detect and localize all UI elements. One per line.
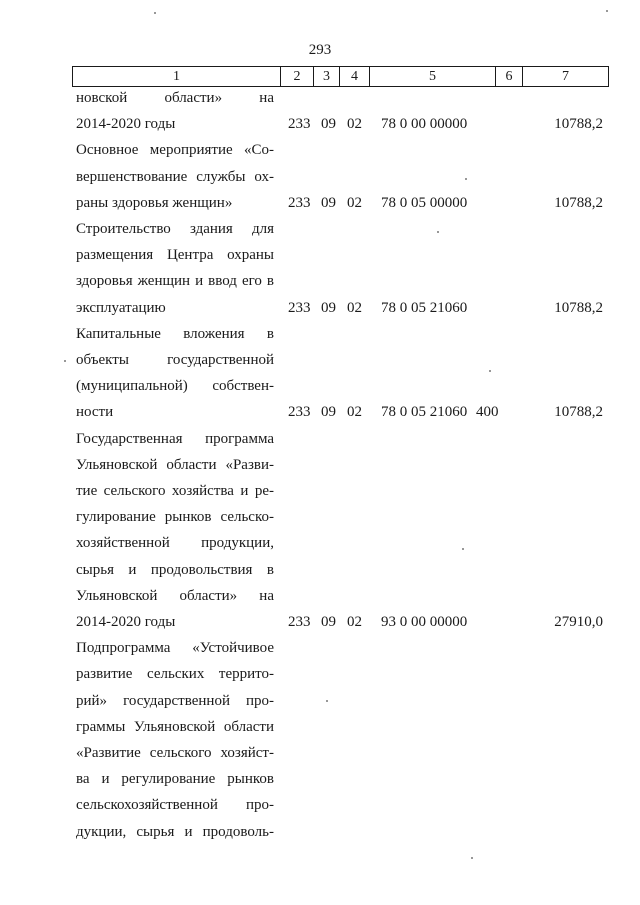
scan-speck bbox=[465, 178, 467, 180]
description-word: тие bbox=[76, 483, 98, 499]
column-header-2: 2 bbox=[281, 67, 314, 87]
row-code-3: 09 bbox=[321, 614, 336, 630]
column-header-3: 3 bbox=[314, 67, 340, 87]
description-word: вершенствование bbox=[76, 168, 188, 185]
description-word: в bbox=[266, 561, 274, 578]
row-code-3: 09 bbox=[321, 194, 336, 211]
description-word: «Разви- bbox=[225, 456, 274, 473]
description-word: в bbox=[266, 325, 274, 342]
description-word: Центра bbox=[166, 247, 214, 264]
description-word: сельского bbox=[103, 483, 166, 499]
row-code-2: 233 bbox=[288, 404, 311, 421]
description-line bbox=[76, 743, 274, 763]
row-code-5: 78 0 05 21060 bbox=[381, 299, 468, 316]
description-word: продовольствия bbox=[150, 561, 253, 578]
description-word: «Со- bbox=[243, 142, 274, 159]
column-header-7: 7 bbox=[523, 67, 609, 87]
row-code-2: 233 bbox=[288, 116, 311, 133]
description-line bbox=[76, 638, 274, 658]
scan-speck bbox=[326, 700, 328, 702]
description-word: и bbox=[101, 771, 110, 788]
description-line bbox=[76, 140, 274, 160]
scan-speck bbox=[64, 360, 66, 362]
description-word: гулирование bbox=[76, 509, 156, 526]
description-word: ввод bbox=[208, 273, 237, 290]
description-word: области» bbox=[179, 587, 238, 604]
description-word: женщин bbox=[137, 273, 191, 290]
description-word: сельско- bbox=[220, 509, 274, 526]
scan-speck bbox=[471, 857, 473, 859]
description-word: (муниципальной) bbox=[76, 378, 188, 395]
description-word: мероприятие bbox=[149, 142, 233, 159]
description-line bbox=[76, 822, 274, 842]
description-line bbox=[76, 560, 274, 580]
description-word: про- bbox=[245, 692, 274, 709]
description-line bbox=[76, 455, 274, 475]
row-code-3: 09 bbox=[321, 116, 336, 133]
description-line bbox=[76, 795, 274, 815]
row-code-4: 02 bbox=[347, 614, 362, 630]
description-word: сырья bbox=[76, 561, 114, 578]
row-code-3: 09 bbox=[321, 404, 336, 421]
description-word: вложения bbox=[183, 325, 245, 342]
description-line bbox=[76, 350, 274, 370]
column-header-5: 5 bbox=[370, 67, 496, 87]
description-word: сельских bbox=[147, 666, 205, 683]
row-amount: 10788,2 bbox=[554, 299, 603, 316]
scan-speck bbox=[154, 12, 156, 14]
description-word: ва bbox=[76, 771, 90, 788]
description-word: для bbox=[251, 221, 274, 237]
description-word: сельскохозяйственной bbox=[76, 797, 218, 814]
description-line: раны здоровья женщин» bbox=[76, 194, 233, 211]
description-word: развитие bbox=[76, 666, 133, 683]
row-amount: 27910,0 bbox=[554, 614, 603, 630]
description-line bbox=[76, 376, 274, 396]
column-header-table bbox=[72, 66, 609, 87]
description-word: Подпрограмма bbox=[76, 640, 171, 657]
description-word: службы bbox=[196, 168, 246, 185]
description-line bbox=[76, 88, 274, 108]
column-header-1: 1 bbox=[73, 67, 281, 87]
description-word: хозяйст- bbox=[220, 745, 274, 761]
scan-speck bbox=[437, 231, 439, 233]
page-number: 293 bbox=[308, 42, 332, 58]
description-word: продукции, bbox=[201, 535, 274, 552]
row-code-2: 233 bbox=[288, 299, 311, 316]
description-word: хозяйственной bbox=[76, 535, 170, 552]
description-word: государственной bbox=[123, 692, 230, 709]
description-word: программа bbox=[205, 430, 274, 447]
description-word: террито- bbox=[218, 666, 274, 683]
description-word: регулирование bbox=[121, 771, 216, 788]
description-word: рынков bbox=[164, 509, 212, 526]
description-word: новской bbox=[76, 90, 128, 106]
description-line bbox=[76, 507, 274, 527]
description-word: объекты bbox=[76, 352, 129, 368]
description-word: ре- bbox=[254, 483, 274, 499]
description-word: про- bbox=[245, 797, 274, 814]
description-word: продоволь- bbox=[202, 823, 274, 840]
description-word: области bbox=[223, 718, 274, 735]
description-word: и bbox=[240, 483, 249, 499]
description-word: Ульяновской bbox=[133, 718, 216, 735]
description-word: рий» bbox=[76, 692, 108, 709]
description-line bbox=[76, 219, 274, 239]
description-word: государственной bbox=[167, 352, 274, 368]
row-code-5: 78 0 05 21060 bbox=[381, 404, 468, 421]
description-word: Строительство bbox=[76, 221, 171, 237]
description-word: собствен- bbox=[212, 378, 274, 395]
column-header-4: 4 bbox=[340, 67, 370, 87]
row-code-5: 78 0 00 00000 bbox=[381, 116, 468, 133]
description-word: граммы bbox=[76, 718, 126, 735]
description-word: «Устойчивое bbox=[192, 640, 274, 657]
description-line: 2014-2020 годы bbox=[76, 614, 176, 630]
description-line bbox=[76, 533, 274, 553]
row-code-2: 233 bbox=[288, 614, 311, 630]
row-amount: 10788,2 bbox=[554, 404, 603, 421]
description-word: сырья bbox=[136, 823, 175, 840]
description-word: области bbox=[166, 456, 217, 473]
description-word: здания bbox=[189, 221, 233, 237]
column-header-6: 6 bbox=[496, 67, 523, 87]
row-code-5: 93 0 00 00000 bbox=[381, 614, 468, 630]
description-line bbox=[76, 271, 274, 291]
description-word: сельского bbox=[149, 745, 212, 761]
description-word: здоровья bbox=[76, 273, 133, 290]
description-word: ох- bbox=[254, 168, 274, 185]
description-word: области» bbox=[164, 90, 223, 106]
row-code-6: 400 bbox=[476, 404, 499, 421]
column-header-row bbox=[73, 67, 609, 87]
description-word: охраны bbox=[227, 247, 274, 264]
description-word: хозяйства bbox=[171, 483, 234, 499]
description-line bbox=[76, 481, 274, 501]
description-word: и bbox=[184, 823, 193, 840]
description-word: его bbox=[241, 273, 262, 290]
description-line: эксплуатацию bbox=[76, 299, 166, 316]
row-code-4: 02 bbox=[347, 404, 362, 421]
description-word: Основное bbox=[76, 142, 139, 159]
scan-speck bbox=[606, 10, 608, 12]
description-line bbox=[76, 245, 274, 265]
description-line: ности bbox=[76, 404, 114, 421]
scan-speck bbox=[462, 548, 464, 550]
row-amount: 10788,2 bbox=[554, 194, 603, 211]
description-word: дукции, bbox=[76, 823, 127, 840]
description-line bbox=[76, 664, 274, 684]
description-line bbox=[76, 429, 274, 449]
description-word: рынков bbox=[227, 771, 274, 788]
description-word: и bbox=[195, 273, 204, 290]
description-line bbox=[76, 324, 274, 344]
row-code-4: 02 bbox=[347, 299, 362, 316]
row-amount: 10788,2 bbox=[554, 116, 603, 133]
row-code-4: 02 bbox=[347, 194, 362, 211]
description-word: Капитальные bbox=[76, 325, 161, 342]
row-code-2: 233 bbox=[288, 194, 311, 211]
description-word: на bbox=[259, 90, 274, 106]
description-line bbox=[76, 691, 274, 711]
description-line bbox=[76, 586, 274, 606]
description-line bbox=[76, 717, 274, 737]
description-word: размещения bbox=[76, 247, 154, 264]
scan-speck bbox=[489, 370, 491, 372]
description-line bbox=[76, 769, 274, 789]
description-word: Ульяновской bbox=[76, 456, 158, 473]
row-code-4: 02 bbox=[347, 116, 362, 133]
description-line: 2014-2020 годы bbox=[76, 116, 176, 133]
description-word: на bbox=[259, 587, 274, 604]
row-code-5: 78 0 05 00000 bbox=[381, 194, 468, 211]
description-word: Государственная bbox=[76, 430, 183, 447]
description-word: в bbox=[266, 273, 274, 290]
description-word: «Развитие bbox=[76, 745, 141, 761]
description-word: и bbox=[128, 561, 137, 578]
description-word: Ульяновской bbox=[76, 587, 158, 604]
row-code-3: 09 bbox=[321, 299, 336, 316]
description-line bbox=[76, 167, 274, 187]
